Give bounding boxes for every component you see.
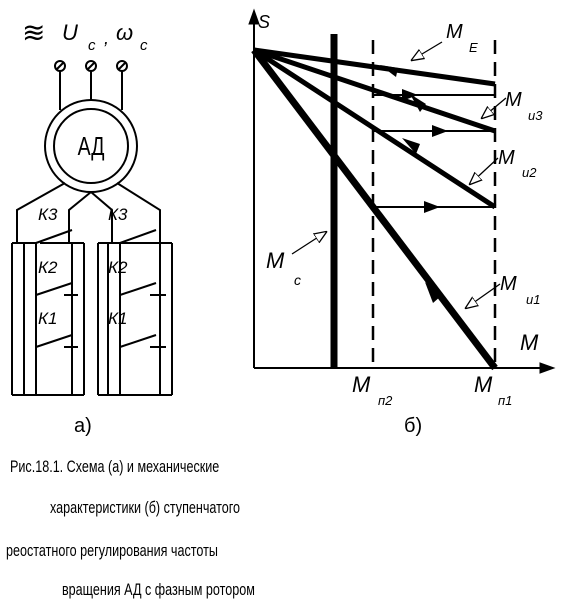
panel-b-label: б)	[404, 415, 423, 437]
characteristics-chart	[249, 10, 554, 373]
supply-voltage-subscript: c	[88, 37, 96, 54]
curve-stage-3	[254, 50, 495, 131]
curve-stage-3-label: M	[505, 89, 522, 111]
supply-comma: ,	[104, 28, 110, 48]
supply-voltage-label: U	[62, 20, 78, 45]
motor-label: АД	[77, 131, 105, 161]
caption-line-1: Рис.18.1. Схема (а) и механические	[10, 457, 220, 476]
supply-terminals	[55, 61, 127, 110]
curve-stage-2	[254, 50, 495, 207]
contact-k2-right: К2	[108, 258, 128, 277]
contact-k3-left: К3	[38, 205, 58, 224]
load-torque-label: M	[266, 248, 285, 273]
chart-labels	[258, 12, 543, 437]
supply-symbol: ≋	[22, 16, 46, 49]
curve-stage-1	[254, 50, 495, 368]
switch-high-subscript: п1	[498, 393, 513, 408]
supply-frequency-subscript: c	[140, 37, 148, 54]
contact-k1-right: К1	[108, 309, 128, 328]
leader-load-torque	[292, 232, 326, 254]
caption-line-4: вращения АД с фазным ротором	[62, 580, 255, 599]
switch-high-label: M	[474, 372, 493, 397]
switch-low-label: M	[352, 372, 371, 397]
direction-arrows	[380, 65, 448, 303]
motor-scheme	[12, 61, 172, 395]
panel-a-label: а)	[74, 415, 92, 437]
curve-natural-label: M	[446, 21, 463, 43]
switch-low-subscript: п2	[378, 393, 393, 408]
curve-stage-2-subscript: и2	[522, 165, 537, 180]
curve-stage-1-label: M	[500, 273, 517, 295]
caption-line-2: характеристики (б) ступенчатого	[50, 498, 241, 517]
supply-frequency-label: ω	[116, 20, 134, 45]
contact-k3-right: К3	[108, 205, 128, 224]
caption-line-3: реостатного регулирования частоты	[6, 541, 218, 560]
curve-natural	[254, 50, 495, 84]
curve-stage-3-subscript: и3	[528, 108, 543, 123]
load-torque-subscript: c	[294, 272, 301, 288]
y-axis-label: S	[258, 12, 271, 32]
contact-k2-left: К2	[38, 258, 58, 277]
x-axis-label: M	[520, 330, 539, 355]
contact-k1-left: К1	[38, 309, 58, 328]
leader-curve-natural	[412, 42, 442, 60]
x-axis-arrow	[540, 363, 554, 373]
curve-stage-2-label: M	[498, 147, 515, 169]
curve-natural-subscript: E	[469, 40, 478, 55]
curve-stage-1-subscript: и1	[526, 292, 541, 307]
